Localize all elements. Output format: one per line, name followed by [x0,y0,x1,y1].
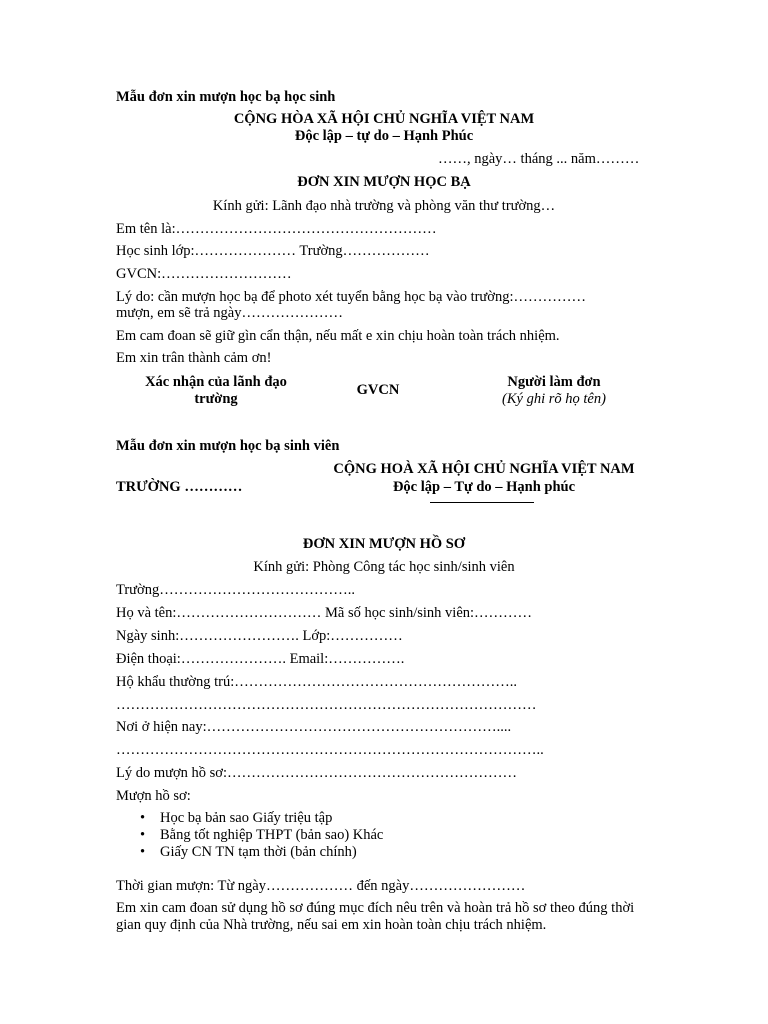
signature-applicant-note: (Ký ghi rõ họ tên) [502,391,606,407]
section2-residence-field: Hộ khẩu thường trú:………………………………………………….. [116,674,517,690]
section1-motto: Độc lập – tự do – Hạnh Phúc [294,128,474,144]
section2-heading: Mẫu đơn xin mượn học bạ sinh viên [116,438,340,454]
section1-class-field: Học sinh lớp:………………… Trường……………… [116,243,430,259]
section1-teacher-field: GVCN:……………………… [116,266,292,282]
section1-nation-title: CỘNG HÒA XÃ HỘI CHỦ NGHĨA VIỆT NAM [233,111,535,127]
section1-name-field: Em tên là:……………………………………………… [116,221,437,237]
section2-name-id-field: Họ và tên:………………………… Mã số học sinh/sinh viên:………… [116,605,533,621]
bullet-icon: • [140,844,146,860]
section2-commitment: Em xin cam đoan sử dụng hồ sơ đúng mục đích nêu trên và hoàn trả hồ sơ theo đúng thời gian quy định của Nhà trường, nếu sai em xin hoàn toàn chịu trách nhiệm. [116,900,635,933]
section2-reason-field: Lý do mượn hồ sơ:…………………………………………………… [116,765,518,781]
signature-teacher-label: GVCN [356,382,400,398]
section2-residence-continuation: …………………………………………………………………………… [116,697,537,713]
section2-borrow-period: Thời gian mượn: Từ ngày……………… đến ngày…………………… [116,878,526,894]
list-item: • Bằng tốt nghiệp THPT (bản sao) Khác [140,827,384,843]
motto-underline [430,502,534,503]
list-item: • Giấy CN TN tạm thời (bản chính) [140,844,357,860]
section1-recipient: Kính gửi: Lãnh đạo nhà trường và phòng văn thư trường… [212,198,556,214]
section1-thanks: Em xin trân thành cảm ơn! [116,350,272,366]
section1-commitment: Em cam đoan sẽ giữ gìn cẩn thận, nếu mất e xin chịu hoàn toàn trách nhiệm. [116,328,560,344]
section1-reason-line2: mượn, em sẽ trả ngày………………… [116,305,343,321]
section1-date-line: ……, ngày… tháng ... năm……… [438,151,640,167]
section1-reason-line1: Lý do: cần mượn học bạ để photo xét tuyển bằng học bạ vào trường:…………… [116,289,586,305]
section1-heading: Mẫu đơn xin mượn học bạ học sinh [116,89,336,105]
section2-school-field: Trường………………………………….. [116,582,355,598]
signature-applicant-label: Người làm đơn [507,374,601,390]
section2-dob-class-field: Ngày sinh:……………………. Lớp:…………… [116,628,403,644]
bullet-icon: • [140,810,146,826]
section2-motto: Độc lập – Tự do – Hạnh phúc [392,479,576,495]
section2-current-address-field: Nơi ở hiện nay:…………………………………………………….... [116,719,512,735]
section2-current-address-continuation: …………………………………………………………………………….. [116,742,544,758]
bullet-icon: • [140,827,146,843]
section2-borrow-label: Mượn hồ sơ: [116,788,191,804]
section2-school-name: TRƯỜNG ………… [116,479,243,495]
list-item: • Học bạ bản sao Giấy triệu tập [140,810,333,826]
borrow-items-list [136,810,383,861]
section2-recipient: Kính gửi: Phòng Công tác học sinh/sinh viên [253,559,515,575]
signature-school-label-2: trường [194,391,238,407]
section2-phone-email-field: Điện thoại:…………………. Email:……………. [116,651,405,667]
section1-form-title: ĐƠN XIN MƯỢN HỌC BẠ [297,174,471,190]
section2-form-title: ĐƠN XIN MƯỢN HỒ SƠ [302,536,466,552]
signature-school-label-1: Xác nhận của lãnh đạo [145,374,287,390]
section2-nation-title: CỘNG HOÀ XÃ HỘI CHỦ NGHĨA VIỆT NAM [333,461,635,477]
